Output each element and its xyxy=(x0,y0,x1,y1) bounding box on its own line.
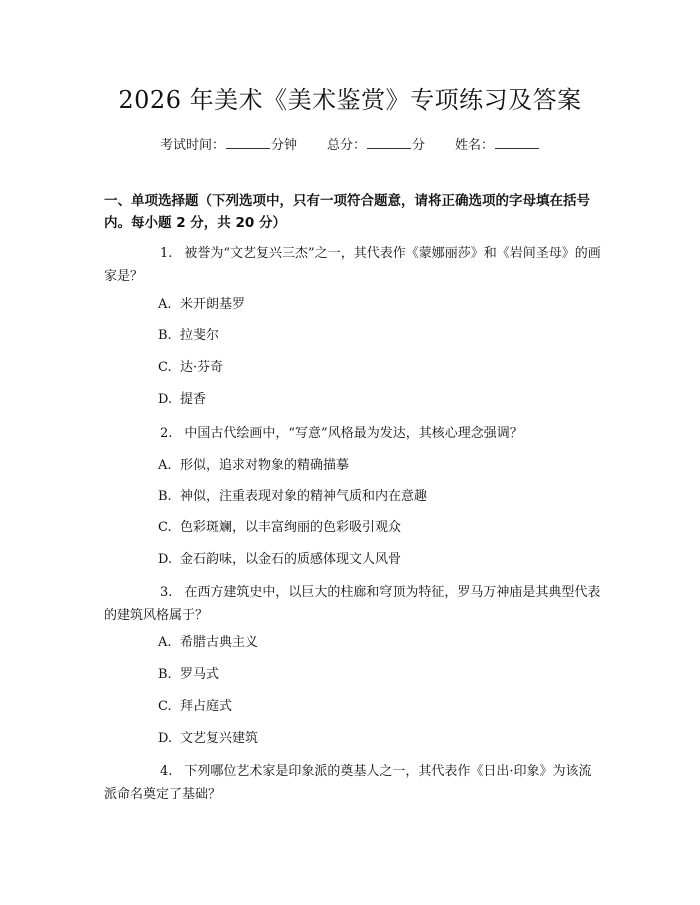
total-score-unit: 分 xyxy=(412,138,426,153)
question-text: 被誉为“文艺复兴三杰”之一，其代表作《蒙娜丽莎》和《岩间圣母》的画家是？ xyxy=(104,246,601,284)
question-1 xyxy=(104,242,604,288)
option-text: 米开朗基罗 xyxy=(180,297,246,312)
option-letter: B. xyxy=(158,328,172,343)
option-letter: A. xyxy=(158,635,172,650)
option-text: 达·芬奇 xyxy=(180,360,224,375)
student-name-field xyxy=(455,134,540,153)
question-number: 1. xyxy=(160,246,173,261)
option-letter: C. xyxy=(158,699,172,714)
question-3-option-b xyxy=(158,665,219,685)
question-1-option-c xyxy=(158,358,223,378)
option-text: 形似，追求对物象的精确描摹 xyxy=(180,458,350,473)
question-4 xyxy=(104,760,604,806)
question-number: 3. xyxy=(160,585,173,600)
total-score-label: 总分： xyxy=(326,138,366,153)
option-text: 拜占庭式 xyxy=(180,699,233,714)
option-letter: A. xyxy=(158,458,172,473)
question-1-option-a xyxy=(158,295,245,315)
question-2-option-d xyxy=(158,550,401,570)
option-letter: B. xyxy=(158,667,172,682)
question-text: 在西方建筑史中，以巨大的柱廊和穹顶为特征，罗马万神庙是其典型代表的建筑风格属于？ xyxy=(104,585,601,623)
question-number: 4. xyxy=(160,764,173,779)
option-text: 文艺复兴建筑 xyxy=(180,731,259,746)
exam-time-blank xyxy=(226,137,270,149)
exam-info-row xyxy=(0,134,700,153)
student-name-label: 姓名： xyxy=(455,138,495,153)
exam-time-unit: 分钟 xyxy=(270,138,297,153)
option-letter: C. xyxy=(158,520,172,535)
question-1-option-b xyxy=(158,326,219,346)
exam-time-label: 考试时间： xyxy=(159,138,225,153)
option-text: 金石韵味，以金石的质感体现文人风骨 xyxy=(180,552,402,567)
section-heading: 一、单项选择题（下列选项中，只有一项符合题意，请将正确选项的字母填在括号内。每小题 2 分，共 20 分） xyxy=(104,193,590,231)
question-text: 下列哪位艺术家是印象派的奠基人之一，其代表作《日出·印象》为该流派命名奠定了基础？ xyxy=(104,764,592,802)
exam-time-field xyxy=(160,134,297,153)
option-text: 色彩斑斓，以丰富绚丽的色彩吸引观众 xyxy=(180,520,402,535)
option-letter: A. xyxy=(158,297,172,312)
option-letter: B. xyxy=(158,489,172,504)
question-2 xyxy=(104,422,604,445)
question-text: 中国古代绘画中，“写意”风格最为发达，其核心理念强调？ xyxy=(184,426,523,441)
total-score-field xyxy=(327,134,425,153)
question-2-option-a xyxy=(158,456,349,476)
question-2-option-c xyxy=(158,518,401,538)
question-3-option-d xyxy=(158,729,258,749)
option-text: 神似，注重表现对象的精神气质和内在意趣 xyxy=(180,489,428,504)
student-name-blank xyxy=(495,137,539,149)
option-text: 希腊古典主义 xyxy=(180,635,259,650)
question-number: 2. xyxy=(160,426,173,441)
option-letter: C. xyxy=(158,360,172,375)
question-3-option-c xyxy=(158,697,232,717)
option-text: 拉斐尔 xyxy=(180,328,220,343)
question-3-option-a xyxy=(158,633,258,653)
option-letter: D. xyxy=(158,392,173,407)
option-text: 提香 xyxy=(180,392,207,407)
question-2-option-b xyxy=(158,487,427,507)
question-3 xyxy=(104,581,604,627)
total-score-blank xyxy=(367,137,411,149)
option-letter: D. xyxy=(158,552,173,567)
page-title: 2026 年美术《美术鉴赏》专项练习及答案 xyxy=(118,86,582,114)
question-1-option-d xyxy=(158,390,206,410)
option-text: 罗马式 xyxy=(180,667,220,682)
option-letter: D. xyxy=(158,731,173,746)
